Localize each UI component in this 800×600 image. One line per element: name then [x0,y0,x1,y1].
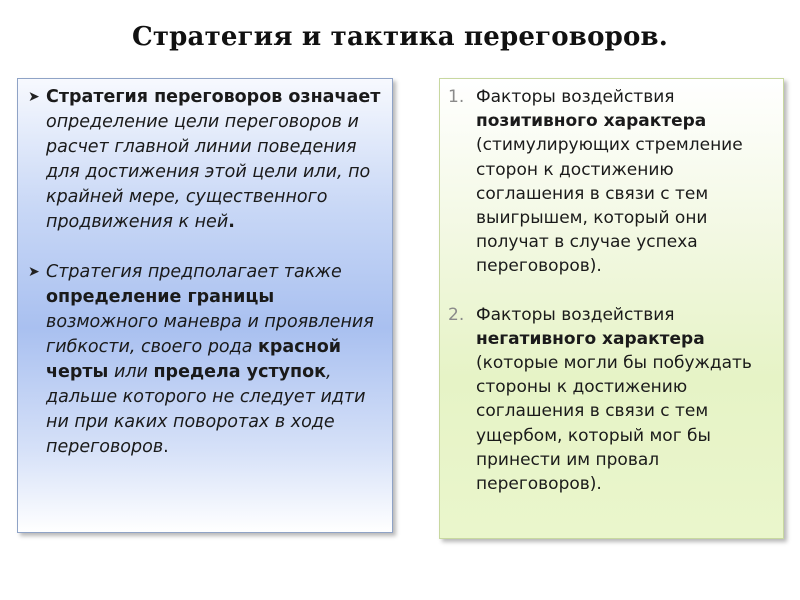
strategy-verb: означает [282,87,381,107]
strategy-definition: определение цели переговоров и расчет главной линии поведения для достижения этой цели или, по крайней мере, существенного продвижения к ней [46,112,371,232]
limits-period: . [163,437,169,457]
factors-list-box [439,78,784,539]
list-number: 2. [448,304,465,325]
factor-description-2: (которые могли бы побуждать стороны к достижению соглашения в связи с тем ущербом, который мог бы принести им провал переговоров). [476,353,752,495]
strategy-limits-paragraph [28,260,382,460]
limits-text-1: Стратегия предполагает также [46,262,342,282]
strategy-term: Стратегия переговоров [46,87,283,107]
limits-term-concessions: предела уступок [153,362,326,382]
factor-description-1: (стимулирующих стремление сторон к достижению соглашения в связи с тем выигрышем, который они получат в случае успеха переговоров). [476,135,743,277]
factor-item-negative [448,303,775,497]
strategy-period: . [228,212,235,232]
list-number: 1. [448,87,465,107]
limits-text-4: , дальше которого не следует идти ни при каких поворотах в ходе переговоров [46,362,366,457]
factor-term-negative: негативного характера [476,328,705,349]
arrow-bullet-icon: ➤ [28,89,40,105]
limits-text-3: или [108,362,154,382]
factor-term-positive: позитивного характера [476,111,707,132]
strategy-paragraph [28,85,382,235]
factor-item-positive [448,85,775,279]
strategy-text-box [17,78,393,533]
factor-text-1: Факторы воздействия [476,87,675,107]
limits-text-2: возможного маневра и проявления гибкости, своего рода [46,312,374,357]
limits-term-boundary: определение границы [46,287,275,307]
limits-term-red-line: красной черты [46,337,341,382]
arrow-bullet-icon: ➤ [28,264,40,280]
factor-text-2: Факторы воздействия [476,304,675,325]
slide-title: Стратегия и тактика переговоров. [131,22,669,52]
